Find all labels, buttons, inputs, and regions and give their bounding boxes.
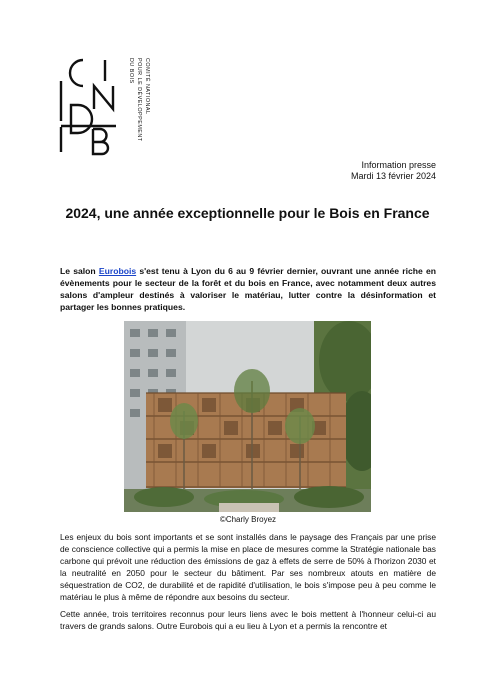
page-title: 2024, une année exceptionnelle pour le Bois en France — [65, 205, 430, 221]
logo-text-line-2: POUR LE DÉVELOPPEMENT — [136, 58, 142, 142]
press-date: Mardi 13 février 2024 — [350, 171, 436, 181]
doc-type: Information presse — [361, 160, 436, 170]
building-illustration — [124, 321, 371, 512]
building-photo — [124, 321, 371, 512]
logo-text — [120, 58, 160, 162]
intro-after-link: s'est tenu à Lyon du 6 au 9 février dernier, ouvrant une année riche en évènements pour le secteur de la forêt et du bois en France, avec notamment deux autres salons d'ampleur destinés à valoriser le matériau, lutter contre la désinformation et partager les bonnes pratiques. — [60, 266, 437, 312]
intro-paragraph — [60, 265, 436, 313]
logo-text-line-3: DU BOIS — [128, 58, 134, 84]
eurobois-link[interactable]: Eurobois — [98, 266, 137, 276]
logo-text-line-1: COMITÉ NATIONAL — [144, 58, 150, 115]
body-paragraph-1: Les enjeux du bois sont importants et se sont installés dans le paysage des Français par une prise de conscience collective qui a permis la mise en place de mesures comme la Stratégie nationale bas carbone qui prévoit une réduction des émissions de gaz à effets de serre de 50% à l'horizon 2030 et la neutralité en 2050 pour le secteur du bâtiment. Par ses nombreux atouts en matière de séquestration de CO2, de durabilité et de rapidité d'utilisation, le bois s'impose peu à peu comme le matériau le plus à même de répondre aux besoins du secteur. — [60, 532, 436, 602]
intro-before-link: Le salon — [60, 266, 99, 276]
press-header — [351, 160, 436, 182]
body-paragraph-2: Cette année, trois territoires reconnus pour leurs liens avec le bois mettent à l'honneur celui-ci au travers de grands salons. Outre Eurobois qui a eu lieu à Lyon et a permis la rencontre et — [60, 609, 436, 631]
photo-caption: ©Charly Broyez — [219, 515, 277, 524]
